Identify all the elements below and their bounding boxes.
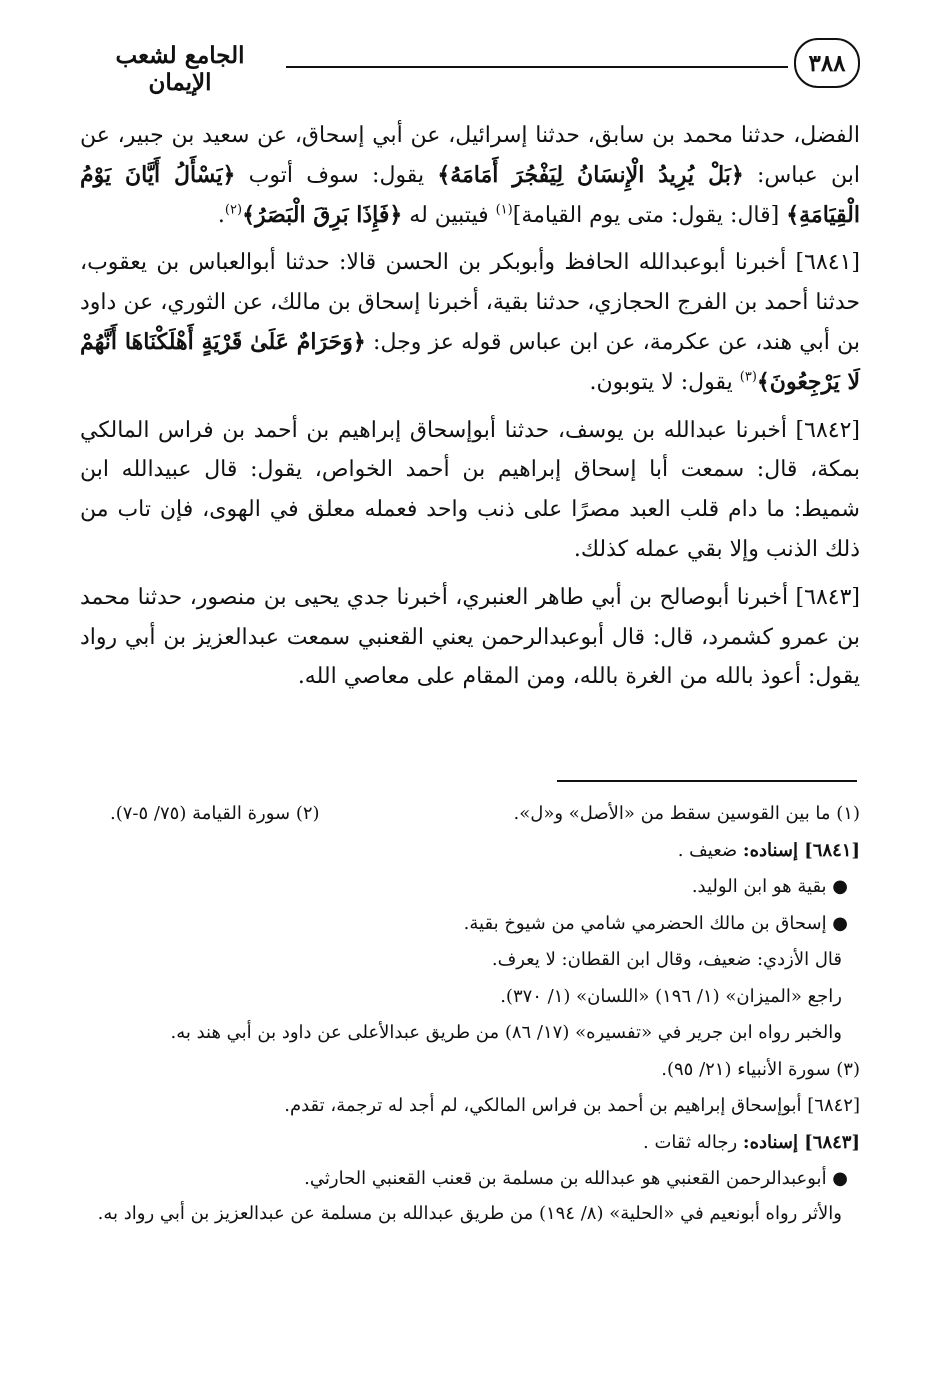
- footnote-1: (١) ما بين القوسين سقط من «الأصل» و«ل».: [513, 803, 860, 824]
- footnote-ref[interactable]: (٢): [224, 202, 243, 218]
- footnotes: [80, 796, 860, 1230]
- text: فيتبين له: [402, 202, 496, 228]
- hadith-6843: [٦٨٤٣] أخبرنا أبوصالح بن أبي طاهر العنبري، أخبرنا جدي يحيى بن منصور، حدثنا محمد بن عمرو كشمرد، قال: قال أبوعبدالرحمن يعني القعنبي سمعت عبدالعزيز بن أبي رواد يقول: أعوذ بالله من الغرة بالله، ومن المقام على معاصي الله.: [80, 584, 860, 690]
- page-number-badge: ٣٨٨: [794, 38, 860, 88]
- note-6842: [٦٨٤٢] أبوإسحاق إبراهيم بن أحمد بن فراس المالكي، لم أجد له ترجمة، تقدم.: [284, 1095, 860, 1116]
- footnote-ref[interactable]: (٣): [739, 369, 757, 385]
- footnote-3: (٣) سورة الأنبياء (٢١/ ٩٥).: [661, 1058, 860, 1080]
- note-6841: [80, 833, 860, 870]
- footnote-ref[interactable]: (١): [495, 202, 513, 218]
- text: يقول: سوف أتوب: [235, 162, 438, 188]
- footnote-row: [80, 796, 860, 833]
- quran-verse: ﴿بَلْ يُرِيدُ الْإِنسَانُ لِيَفْجُرَ أَمَامَهُ﴾: [437, 161, 744, 188]
- text: يقول: لا يتوبون.: [589, 369, 740, 395]
- header-rule: [286, 66, 788, 68]
- footnote-separator: [557, 780, 857, 782]
- note-line: راجع «الميزان» (١/ ١٩٦) «اللسان» (١/ ٣٧٠).: [500, 985, 842, 1007]
- hadith-6842: [٦٨٤٢] أخبرنا عبدالله بن يوسف، حدثنا أبوإسحاق إبراهيم بن أحمد بن فراس المالكي بمكة، قال: سمعت أبا إسحاق إبراهيم بن أحمد الخواص، يقول: قال عبيدالله ابن شميط: ما دام قلب العبد مصرًا على ذنب واحد فعمله معلق في الهوى، فإن تاب من ذلك الذنب وإلا بقي عمله كذلك.: [80, 417, 860, 562]
- note-line: قال الأزدي: ضعيف، وقال ابن القطان: لا يعرف.: [491, 949, 842, 970]
- note-line: والأثر رواه أبونعيم في «الحلية» (٨/ ١٩٤) من طريق عبدالله بن مسلمة عن عبدالعزيز بن أبي رواد به.: [97, 1202, 842, 1224]
- note-bullet: ● بقية هو ابن الوليد.: [691, 876, 848, 897]
- quran-verse: ﴿وَحَرَامٌ عَلَىٰ قَرْيَةٍ أَهْلَكْنَاهَا أَنَّهُمْ لَا يَرْجِعُونَ﴾: [80, 328, 860, 395]
- page-header: [80, 36, 860, 96]
- footnote-2: (٢) سورة القيامة (٧٥/ ٥-٧).: [110, 803, 320, 824]
- quran-verse: ﴿يَسْأَلُ أَيَّانَ يَوْمُ الْقِيَامَةِ﴾: [80, 161, 860, 228]
- running-title: الجامع لشعب الإيمان: [115, 42, 245, 96]
- note-bullet: ● أبوعبدالرحمن القعنبي هو عبدالله بن مسلمة بن قعنب القعنبي الحارثي.: [304, 1168, 848, 1189]
- paragraph-continuation: [80, 116, 860, 235]
- quran-verse: ﴿فَإِذَا بَرِقَ الْبَصَرُ﴾: [242, 201, 403, 228]
- note-value: ضعيف .: [677, 839, 743, 861]
- main-text: [80, 116, 860, 705]
- note-label: [٦٨٤١] إسناده:: [742, 839, 860, 861]
- note-line: والخبر رواه ابن جرير في «تفسيره» (١٧/ ٨٦) من طريق عبدالأعلى عن داود بن أبي هند به.: [170, 1022, 842, 1043]
- text: [٦٨٤١] أخبرنا أبوعبدالله الحافظ وأبوبكر بن الحسن قالا: حدثنا أبوالعباس بن يعقوب، حدثنا أحمد بن الفرج الحجازي، حدثنا بقية، أخبرنا إسحاق بن مالك، عن الثوري، عن داود بن أبي هند، عن عكرمة، عن ابن عباس قوله عز وجل:: [80, 250, 860, 355]
- note-label: [٦٨٤٣] إسناده:: [742, 1131, 860, 1153]
- note-6843: [80, 1125, 860, 1162]
- text: .: [217, 202, 225, 228]
- hadith-6841: [80, 243, 860, 402]
- text: الفضل، حدثنا محمد بن سابق، حدثنا إسرائيل، عن أبي إسحاق، عن سعيد بن جبير، عن ابن عباس:: [80, 123, 860, 188]
- note-value: رجاله ثقات .: [643, 1131, 743, 1153]
- text: [قال: يقول: متى يوم القيامة]: [512, 202, 787, 228]
- note-bullet: ● إسحاق بن مالك الحضرمي شامي من شيوخ بقية.: [463, 912, 848, 934]
